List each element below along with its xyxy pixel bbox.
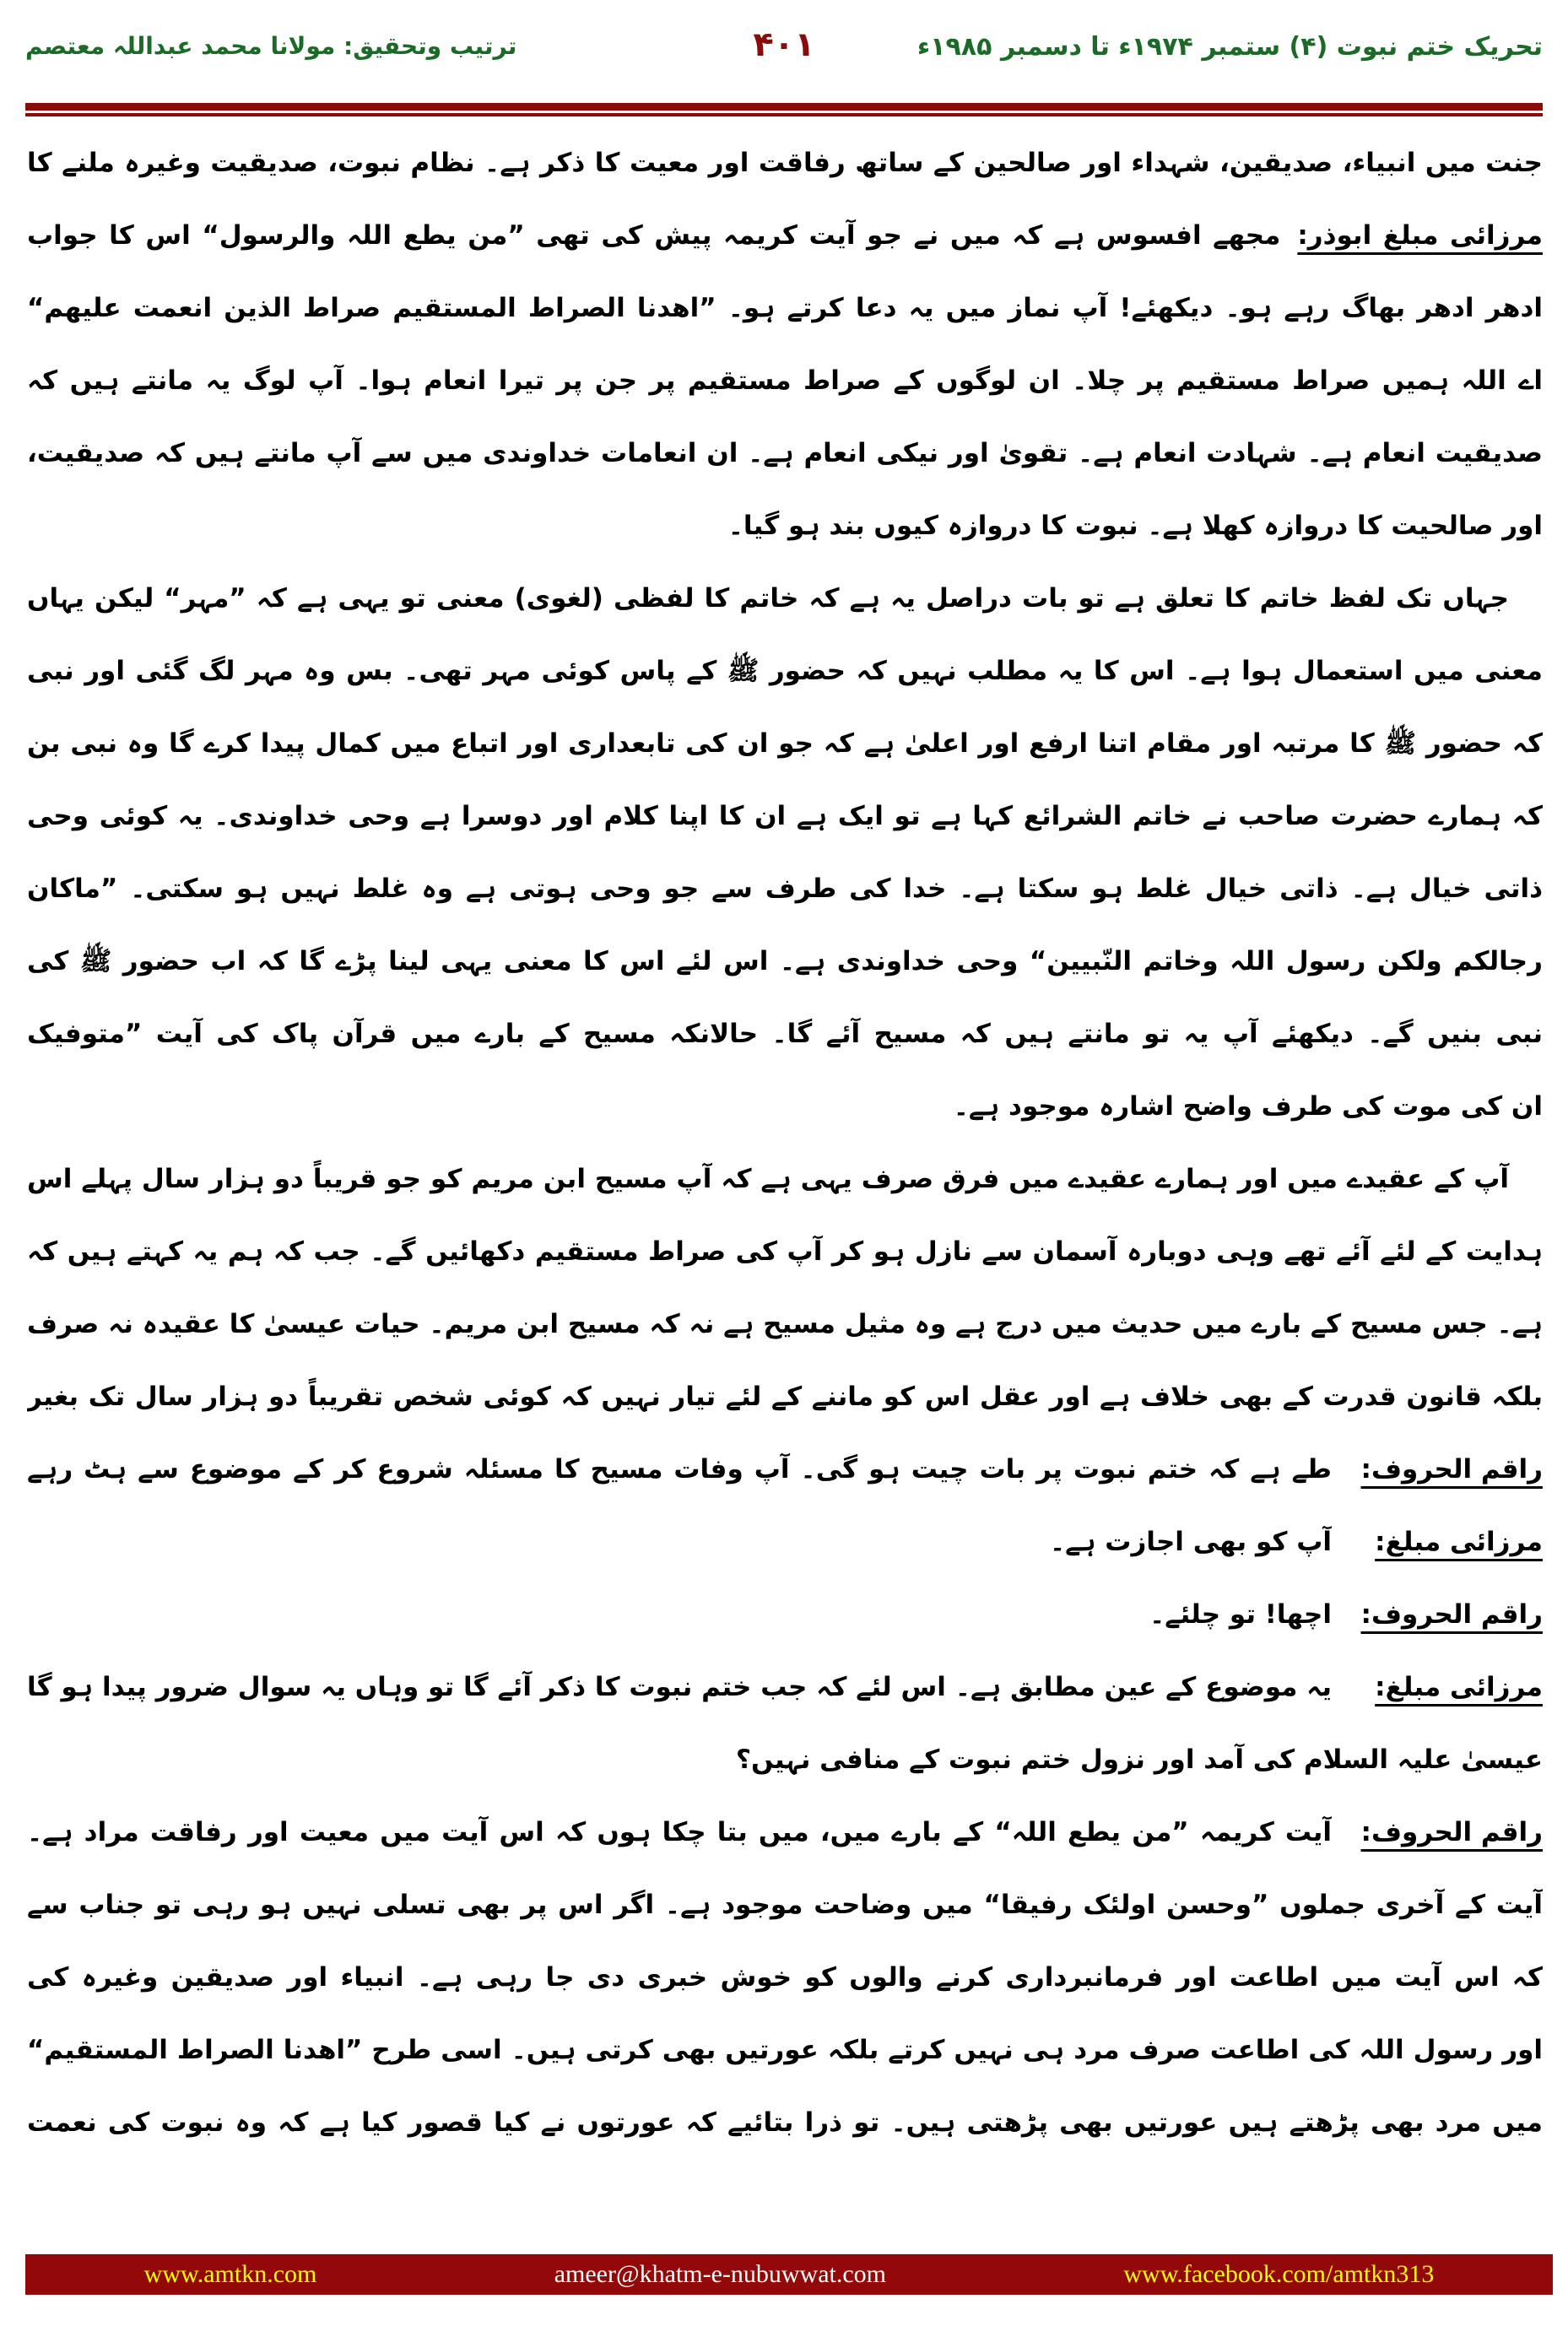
line-content: مجھے افسوس ہے کہ میں نے جو آیت کریمہ پیش کی تھی ”من یطع اللہ والرسول“ اس کا جواب	[27, 220, 1281, 251]
dialogue-line	[27, 1433, 1543, 1506]
line-text	[27, 1869, 1543, 1941]
text-line	[27, 489, 1543, 562]
header-divider-thin	[25, 113, 1543, 116]
footer-bar	[25, 2254, 1553, 2295]
text-line	[27, 998, 1543, 1070]
text-line	[27, 272, 1543, 344]
line-content: عیسیٰ علیہ السلام کی آمد اور نزول ختم نبوت کے منافی نہیں؟	[736, 1744, 1543, 1775]
line-text	[27, 1288, 1543, 1360]
website-link[interactable]: www.amtkn.com	[143, 2260, 317, 2288]
text-line	[27, 780, 1543, 852]
line-text	[27, 852, 1543, 925]
line-content: کہ اس آیت میں اطاعت اور فرمانبرداری کرنے والوں کو خوش خبری دی جا رہی ہے۔ انبیاء اور صدیقین وغیرہ کی	[27, 1962, 1543, 1993]
line-text	[27, 635, 1543, 707]
line-content: ذاتی خیال ہے۔ ذاتی خیال غلط ہو سکتا ہے۔ خدا کی طرف سے جو وحی ہوتی ہے وہ غلط نہیں ہو سکتی۔ ”ماکان	[27, 874, 1543, 904]
line-text	[27, 272, 1543, 344]
line-content: کہ حضور ﷺ کا مرتبہ اور مقام اتنا ارفع اور اعلیٰ ہے کہ جو ان کی تابعداری اور اتباع میں کمال پیدا کرے گا وہ نبی بن	[27, 728, 1543, 759]
line-content: صدیقیت انعام ہے۔ شہادت انعام ہے۔ تقویٰ اور نیکی انعام ہے۔ ان انعامات خداوندی میں سے آپ مانتے ہیں کہ صدیقیت،	[27, 438, 1543, 468]
line-content: میں مرد بھی پڑھتے ہیں عورتیں بھی پڑھتی ہیں۔ تو ذرا بتائیے کہ عورتوں نے کیا قصور کیا ہے کہ وہ نبوت کی نعمت	[27, 2107, 1543, 2138]
line-text	[27, 1070, 1543, 1143]
line-text	[27, 780, 1543, 852]
line-content: طے ہے کہ ختم نبوت پر بات چیت ہو گی۔ آپ وفات مسیح کا مسئلہ شروع کر کے موضوع سے ہٹ رہے	[27, 1454, 1332, 1485]
line-content: اور صالحیت کا دروازہ کھلا ہے۔ نبوت کا دروازہ کیوں بند ہو گیا۔	[727, 511, 1543, 541]
book-title: تحریک ختم نبوت (۴) ستمبر ۱۹۷۴ء تا دسمبر ۱۹۸۵ء	[916, 32, 1543, 62]
line-content: جنت میں انبیاء، صدیقین، شہداء اور صالحین کے ساتھ رفاقت اور معیت کا ذکر ہے۔ نظام نبوت، صدیقیت وغیرہ ملنے کا	[27, 148, 1543, 178]
text-line	[27, 1143, 1543, 1215]
header-divider-thick	[25, 103, 1543, 111]
text-line	[27, 852, 1543, 925]
dialogue-line	[27, 199, 1543, 272]
line-content: اور رسول اللہ کی اطاعت صرف مرد ہی نہیں کرتے بلکہ عورتیں بھی کرتی ہیں۔ اسی طرح ”اھدنا الصراط المستقیم“	[27, 2035, 1543, 2065]
text-line	[27, 925, 1543, 998]
speaker-label: راقم الحروف:	[1360, 1599, 1543, 1630]
line-text	[27, 2014, 1543, 2086]
line-content: معنی میں استعمال ہوا ہے۔ اس کا یہ مطلب نہیں کہ حضور ﷺ کے پاس کوئی مہر تھی۔ بس وہ مہر لگ گئی اور نبی	[27, 656, 1543, 686]
text-line	[27, 562, 1543, 635]
line-content: ہے۔ جس مسیح کے بارے میں حدیث میں درج ہے وہ مثیل مسیح ہے نہ کہ مسیح ابن مریم۔ حیات عیسیٰ کا عقیدہ نہ صرف	[27, 1309, 1543, 1339]
line-text	[27, 1723, 1543, 1796]
line-text	[27, 1506, 1332, 1578]
text-line	[27, 707, 1543, 780]
line-text	[27, 417, 1543, 489]
speaker-label: مرزائی مبلغ:	[1375, 1672, 1543, 1702]
line-text	[27, 2086, 1543, 2159]
line-text	[27, 1651, 1332, 1723]
dialogue-line	[27, 1651, 1543, 1723]
text-line	[27, 1723, 1543, 1796]
line-text	[27, 998, 1543, 1070]
line-text	[27, 1796, 1332, 1869]
line-content: یہ موضوع کے عین مطابق ہے۔ اس لئے کہ جب ختم نبوت کا ذکر آئے گا تو وہاں یہ سوال ضرور پیدا ہو گا	[27, 1672, 1332, 1702]
text-line	[27, 1941, 1543, 2014]
line-content: ان کی موت کی طرف واضح اشارہ موجود ہے۔	[953, 1091, 1543, 1122]
line-text	[27, 1215, 1543, 1288]
line-content: آپ کو بھی اجازت ہے۔	[1050, 1527, 1332, 1557]
speaker-label: راقم الحروف:	[1360, 1817, 1543, 1847]
speaker-label: راقم الحروف:	[1360, 1454, 1543, 1485]
line-content: بلکہ قانون قدرت کے بھی خلاف ہے اور عقل اس کو ماننے کے لئے تیار نہیں کہ کوئی شخص تقریباً دو ہزار سال تک بغیر	[27, 1382, 1543, 1412]
line-content: جہاں تک لفظ خاتم کا تعلق ہے تو بات دراصل یہ ہے کہ خاتم کا لفظی (لغوی) معنی تو یہی ہے کہ ”مہر“ لیکن یہاں	[27, 583, 1509, 614]
text-line	[27, 127, 1543, 199]
page-body	[27, 127, 1543, 2159]
line-text	[27, 127, 1543, 199]
line-content: ہدایت کے لئے آئے تھے وہی دوبارہ آسمان سے نازل ہو کر آپ کی صراط مستقیم دکھائیں گے۔ جب کہ ہم یہ کہتے ہیں کہ	[27, 1236, 1543, 1267]
line-text	[27, 1578, 1332, 1651]
line-text	[27, 925, 1543, 998]
line-text	[27, 1941, 1543, 2014]
text-line	[27, 2086, 1543, 2159]
line-text	[27, 1143, 1543, 1215]
text-line	[27, 1288, 1543, 1360]
line-content: آیت کے آخری جملوں ”وحسن اولئک رفیقا“ میں وضاحت موجود ہے۔ اگر اس پر بھی تسلی نہیں ہو رہی تو جناب سے	[27, 1890, 1543, 1920]
dialogue-line	[27, 1796, 1543, 1869]
text-line	[27, 635, 1543, 707]
line-content: آیت کریمہ ”من یطع اللہ“ کے بارے میں، میں بتا چکا ہوں کہ اس آیت میں معیت اور رفاقت مراد ہے۔	[27, 1817, 1332, 1847]
line-text	[27, 489, 1543, 562]
email-link[interactable]: ameer@khatm-e-nubuwwat.com	[554, 2260, 887, 2288]
line-text	[27, 1360, 1543, 1433]
line-text	[27, 199, 1543, 272]
line-content: اے اللہ ہمیں صراط مستقیم پر چلا۔ ان لوگوں کے صراط مستقیم پر جن پر تیرا انعام ہوا۔ آپ لوگ یہ مانتے ہیں کہ	[27, 365, 1543, 396]
text-line	[27, 417, 1543, 489]
text-line	[27, 344, 1543, 417]
compiler-credit: ترتیب وتحقیق: مولانا محمد عبداللہ معتصم	[25, 32, 517, 60]
line-text	[27, 1433, 1332, 1506]
page-number: ۴۰۱	[753, 25, 815, 64]
text-line	[27, 2014, 1543, 2086]
line-text	[27, 707, 1543, 780]
text-line	[27, 1070, 1543, 1143]
line-text	[27, 344, 1543, 417]
speaker-label: مرزائی مبلغ:	[1375, 1527, 1543, 1557]
dialogue-line	[27, 1578, 1543, 1651]
speaker-label: مرزائی مبلغ ابوذر:	[1297, 220, 1543, 251]
line-content: نبی بنیں گے۔ دیکھئے آپ یہ تو مانتے ہیں کہ مسیح آئے گا۔ حالانکہ مسیح کے بارے میں قرآن پاک کی آیت ”متوفیک	[27, 1019, 1543, 1049]
line-content: ادھر ادھر بھاگ رہے ہو۔ دیکھئے! آپ نماز میں یہ دعا کرتے ہو۔ ”اھدنا الصراط المستقیم صراط الذین انعمت علیھم“	[27, 293, 1543, 323]
line-content: رجالکم ولکن رسول اللہ وخاتم النّبیین“ وحی خداوندی ہے۔ اس لئے اس کا معنی یہی لینا پڑے گا کہ اب حضور ﷺ کی	[27, 946, 1543, 976]
line-text	[27, 562, 1543, 635]
dialogue-line	[27, 1506, 1543, 1578]
line-content: کہ ہمارے حضرت صاحب نے خاتم الشرائع کہا ہے تو ایک ہے ان کا اپنا کلام اور دوسرا ہے وحی خداوندی۔ یہ کوئی وحی	[27, 801, 1543, 831]
text-line	[27, 1215, 1543, 1288]
line-content: اچھا! تو چلئے۔	[1149, 1599, 1332, 1630]
line-content: آپ کے عقیدے میں اور ہمارے عقیدے میں فرق صرف یہی ہے کہ آپ مسیح ابن مریم کو جو قریباً دو ہزار سال پہلے اس	[27, 1164, 1509, 1194]
text-line	[27, 1360, 1543, 1433]
text-line	[27, 1869, 1543, 1941]
facebook-link[interactable]: www.facebook.com/amtkn313	[1123, 2260, 1435, 2288]
